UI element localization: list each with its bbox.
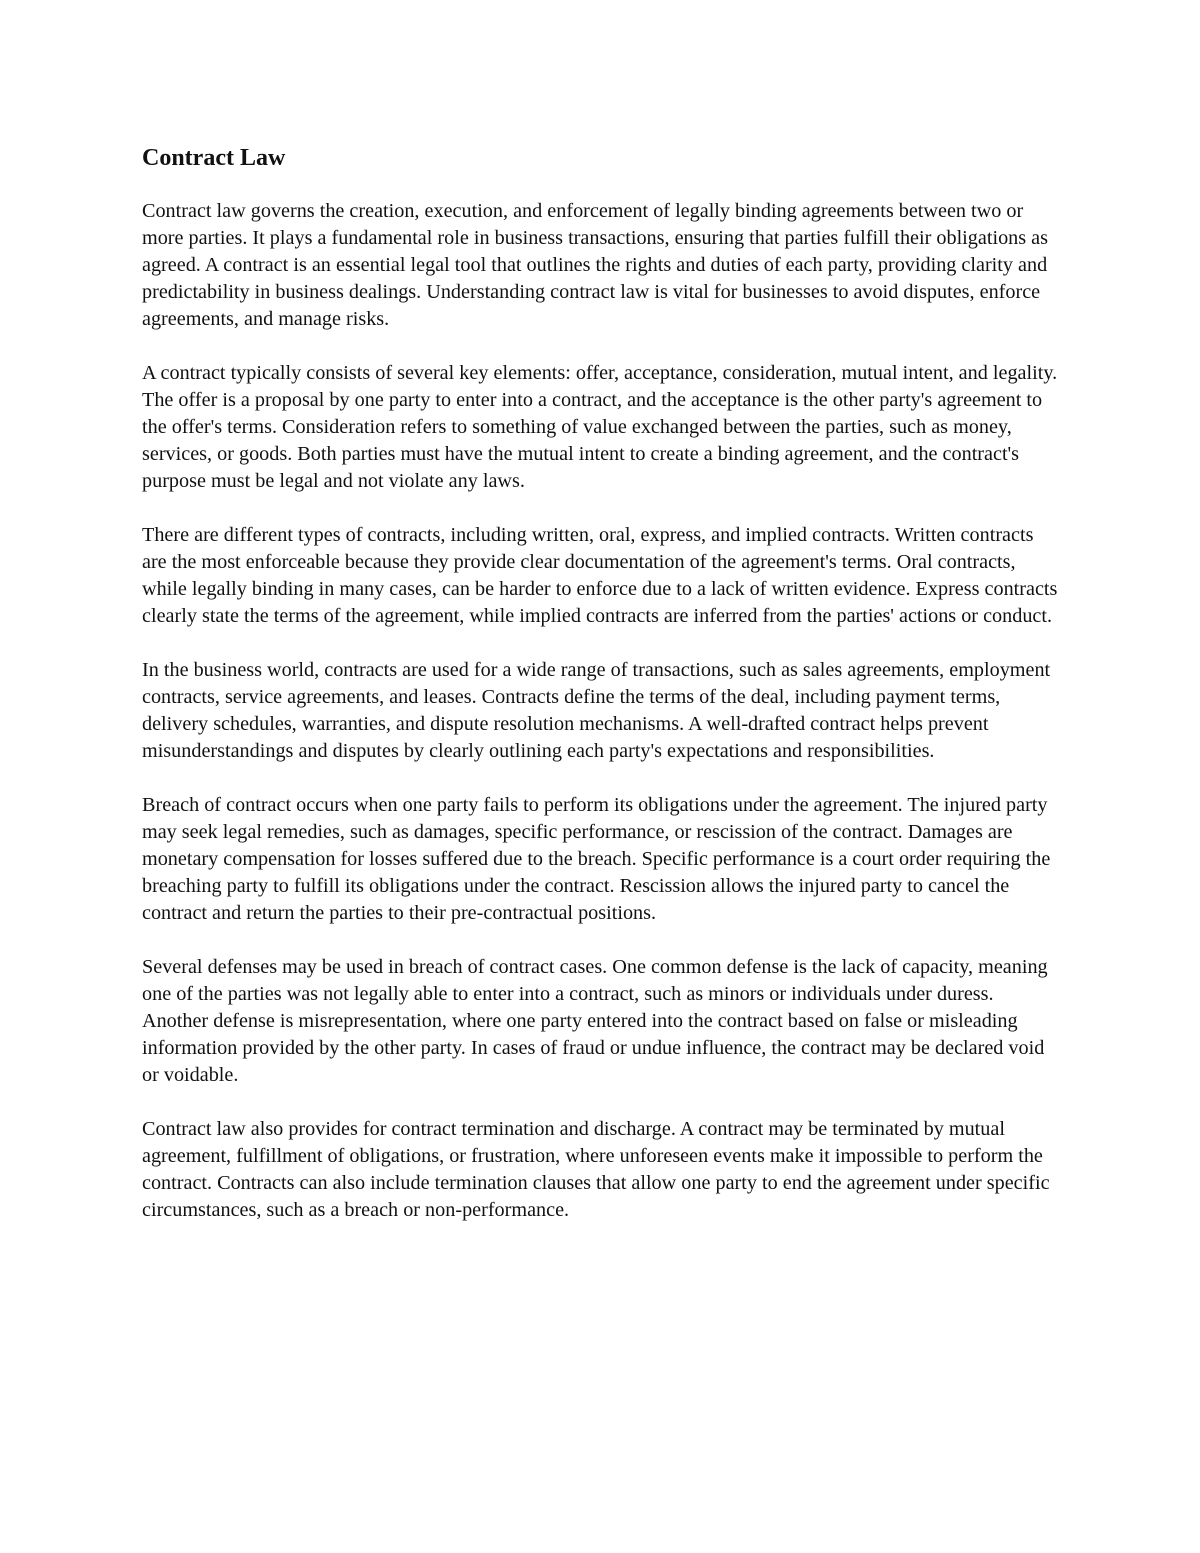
- page-title: Contract Law: [142, 145, 286, 171]
- paragraph-defenses: Several defenses may be used in breach of contract cases. One common defense is the lack of capacity, meaning one of the parties was not legally able to enter into a contract, such as minors or individuals under duress. Another defense is misrepresentation, where one party entered into the contract based on false or misleading information provided by the other party. In cases of fraud or undue influence, the contract may be declared void or voidable.: [142, 956, 1048, 1086]
- paragraph-breach: Breach of contract occurs when one party fails to perform its obligations under the agreement. The injured party may seek legal remedies, such as damages, specific performance, or rescission of the contract. Damages are monetary compensation for losses suffered due to the breach. Specific performance is a court order requiring the breaching party to fulfill its obligations under the contract. Rescission allows the injured party to cancel the contract and return the parties to their pre-contractual positions.: [142, 794, 1051, 924]
- paragraph-types: There are different types of contracts, including written, oral, express, and implied contracts. Written contracts are the most enforceable because they provide clear documentation of the agreement's terms. Oral contracts, while legally binding in many cases, can be harder to enforce due to a lack of written evidence. Express contracts clearly state the terms of the agreement, while implied contracts are inferred from the parties' actions or conduct.: [142, 524, 1058, 627]
- paragraph-business-use: In the business world, contracts are used for a wide range of transactions, such as sales agreements, employment contracts, service agreements, and leases. Contracts define the terms of the deal, including payment terms, delivery schedules, warranties, and dispute resolution mechanisms. A well-drafted contract helps prevent misunderstandings and disputes by clearly outlining each party's expectations and responsibilities.: [142, 659, 1051, 762]
- paragraph-termination: Contract law also provides for contract termination and discharge. A contract may be terminated by mutual agreement, fulfillment of obligations, or frustration, where unforeseen events make it impossible to perform the contract. Contracts can also include termination clauses that allow one party to end the agreement under specific circumstances, such as a breach or non-performance.: [142, 1118, 1050, 1221]
- paragraph-elements: A contract typically consists of several key elements: offer, acceptance, consideration, mutual intent, and legality. The offer is a proposal by one party to enter into a contract, and the acceptance is the other party's agreement to the offer's terms. Consideration refers to something of value exchanged between the parties, such as money, services, or goods. Both parties must have the mutual intent to create a binding agreement, and the contract's purpose must be legal and not violate any laws.: [142, 362, 1058, 492]
- paragraph-intro: Contract law governs the creation, execution, and enforcement of legally binding agreements between two or more parties. It plays a fundamental role in business transactions, ensuring that parties fulfill their obligations as agreed. A contract is an essential legal tool that outlines the rights and duties of each party, providing clarity and predictability in business dealings. Understanding contract law is vital for businesses to avoid disputes, enforce agreements, and manage risks.: [142, 200, 1048, 330]
- document-body: [142, 144, 1062, 1224]
